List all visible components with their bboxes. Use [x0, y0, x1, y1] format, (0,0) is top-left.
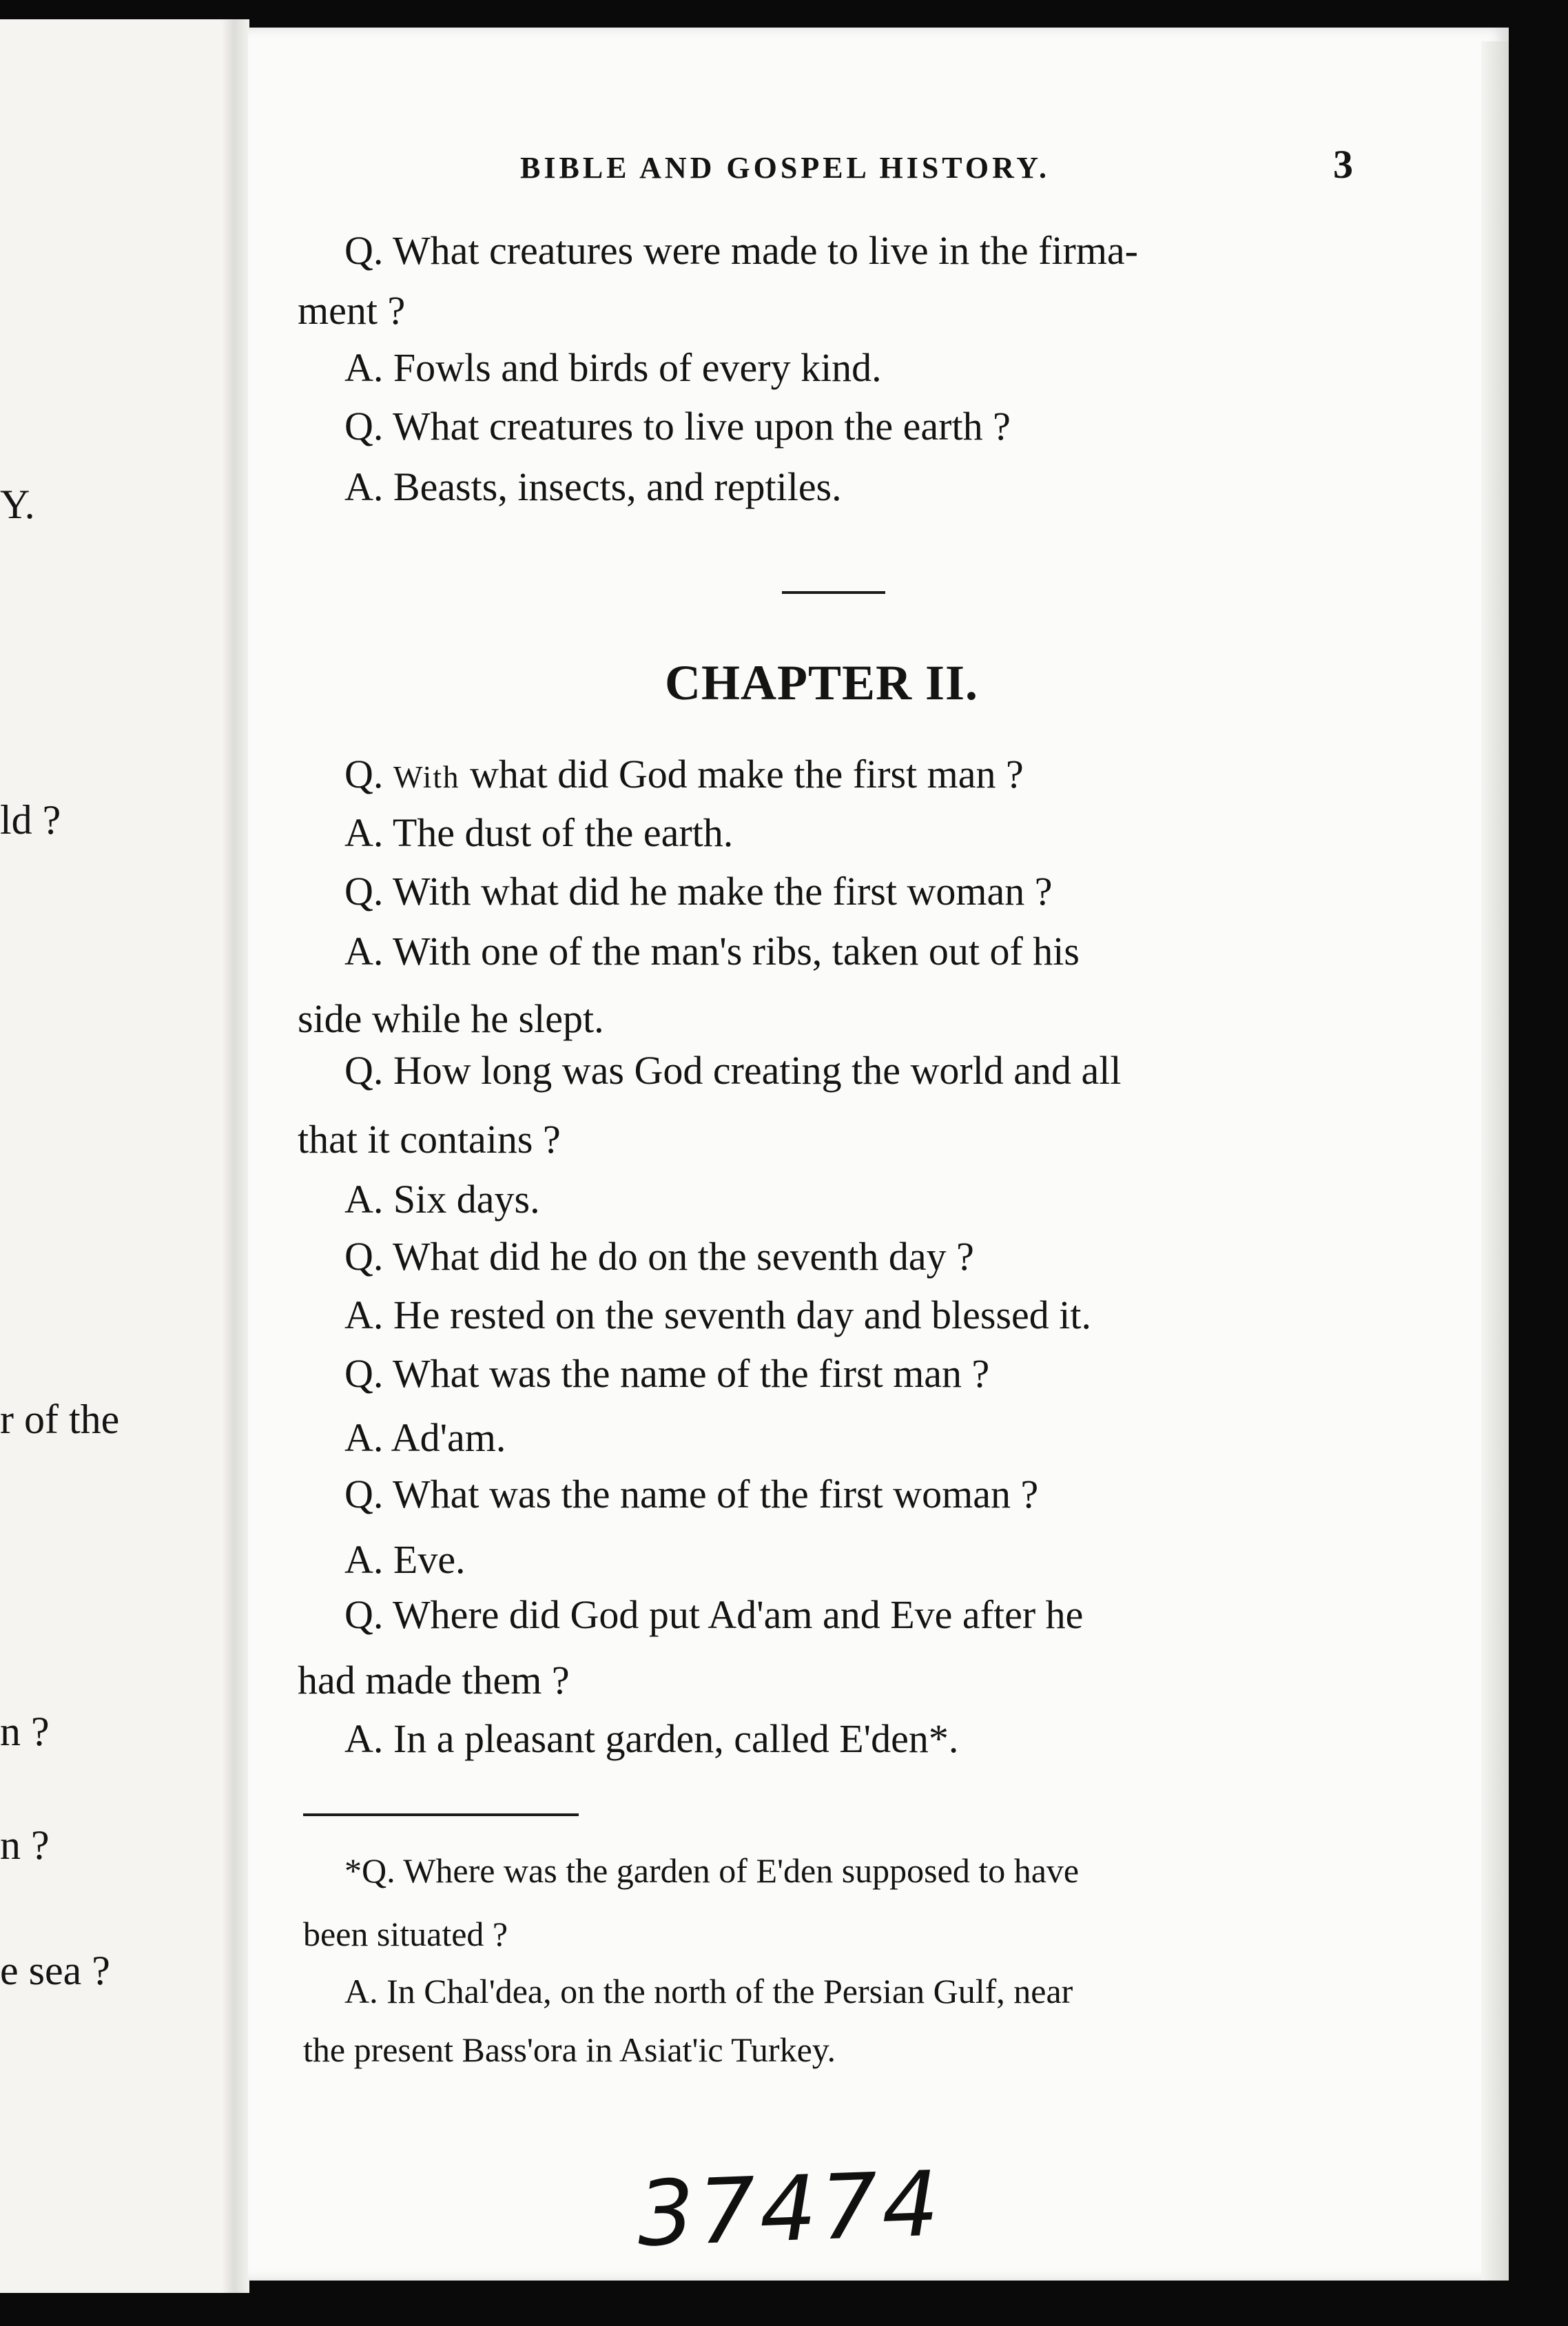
left-page-fragment: n ? — [0, 1709, 50, 1754]
text-line: A. With one of the man's ribs, taken out of his — [344, 929, 1080, 974]
book-gutter — [222, 19, 249, 2293]
page-edge-shadow — [1481, 41, 1509, 2281]
text-line: ment ? — [298, 288, 406, 333]
running-head: BIBLE AND GOSPEL HISTORY. — [520, 151, 1051, 185]
footnote-line: A. In Chal'dea, on the north of the Persian Gulf, near — [344, 1972, 1073, 2010]
text-line: Q. What creatures to live upon the earth ? — [344, 404, 1011, 449]
footnote-rule — [303, 1813, 579, 1816]
text-line: Q. What did he do on the seventh day ? — [344, 1234, 974, 1279]
text-line: A. Beasts, insects, and reptiles. — [344, 464, 842, 509]
left-page-fragment: r of the — [0, 1397, 120, 1442]
chapter-heading: CHAPTER II. — [665, 655, 979, 710]
text-line: Q. Where did God put Ad'am and Eve after he — [344, 1592, 1084, 1637]
handwritten-accession-number: 37474 — [635, 2151, 945, 2267]
text-line: A. Six days. — [344, 1177, 540, 1222]
text-line: Q. What was the name of the first woman ? — [344, 1472, 1039, 1516]
chapter-divider-rule — [782, 591, 885, 594]
text-line: Q. With what did he make the first woman ? — [344, 869, 1053, 914]
text-line: A. Eve. — [344, 1537, 466, 1582]
text-line: side while he slept. — [298, 996, 604, 1041]
left-page-fragment: n ? — [0, 1822, 50, 1868]
footnote-line: *Q. Where was the garden of E'den supposed to have — [344, 1851, 1080, 1890]
text-line: A. In a pleasant garden, called E'den*. — [344, 1716, 959, 1761]
footnote-line: the present Bass'ora in Asiat'ic Turkey. — [303, 2030, 836, 2069]
left-page-fragment: Y. — [0, 482, 35, 527]
chapter-opening-question: Q. With what did God make the first man ? — [344, 752, 1024, 796]
text-line: A. Ad'am. — [344, 1415, 506, 1460]
text-line: Q. How long was God creating the world and all — [344, 1048, 1122, 1093]
text-line: A. The dust of the earth. — [344, 810, 734, 855]
left-page-fragment: ld ? — [0, 797, 61, 843]
left-page-fragment: e sea ? — [0, 1948, 110, 1993]
footnote-line: been situated ? — [303, 1915, 508, 1953]
text-line: Q. What was the name of the first man ? — [344, 1351, 990, 1396]
text-line: A. He rested on the seventh day and blessed it. — [344, 1293, 1091, 1337]
text-line: had made them ? — [298, 1658, 570, 1702]
text-line: A. Fowls and birds of every kind. — [344, 345, 882, 390]
text-line: Q. What creatures were made to live in the firma- — [344, 228, 1138, 273]
page-number: 3 — [1333, 142, 1353, 187]
text-line: that it contains ? — [298, 1117, 561, 1162]
